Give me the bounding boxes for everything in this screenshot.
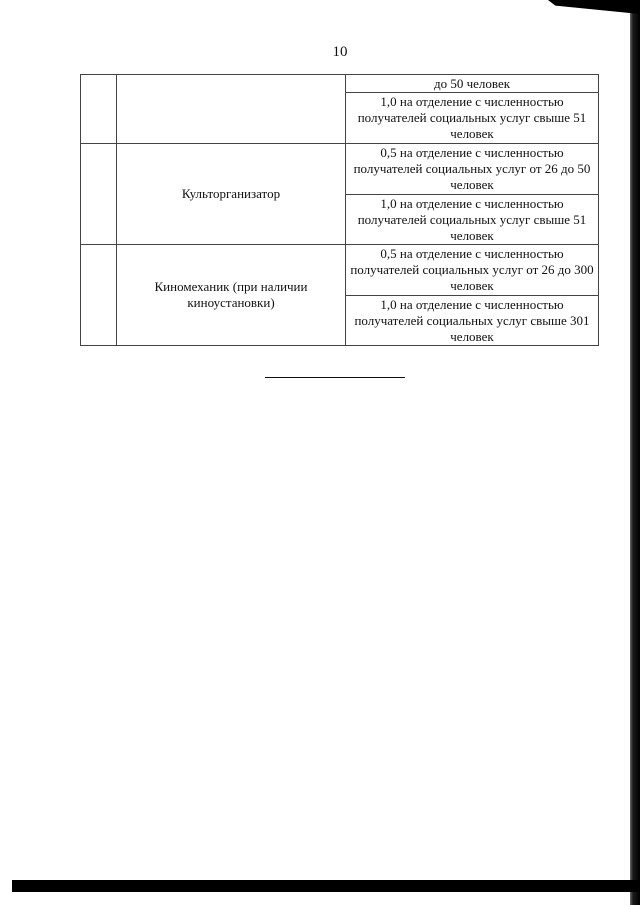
norm-cell: 1,0 на отделение с численностью получателей социальных услуг свыше 51 человек <box>346 195 599 245</box>
scan-right-edge <box>630 0 640 905</box>
scan-bottom-edge <box>12 880 640 892</box>
scan-corner-artifact <box>548 0 640 14</box>
norm-cell: до 50 человек <box>346 75 599 93</box>
position-cell <box>117 75 346 144</box>
table-row <box>81 245 599 296</box>
norm-cell: 1,0 на отделение с численностью получателей социальных услуг свыше 51 человек <box>346 93 599 144</box>
norm-cell: 1,0 на отделение с численностью получателей социальных услуг свыше 301 человек <box>346 296 599 346</box>
closing-rule <box>265 377 405 378</box>
page-number: 10 <box>332 44 348 60</box>
table-row <box>81 75 599 93</box>
number-cell <box>81 75 117 144</box>
norm-cell: 0,5 на отделение с численностью получателей социальных услуг от 26 до 300 человек <box>346 245 599 296</box>
norm-cell: 0,5 на отделение с численностью получателей социальных услуг от 26 до 50 человек <box>346 144 599 195</box>
position-cell: Культорганизатор <box>117 144 346 245</box>
table-row <box>81 144 599 195</box>
position-cell: Киномеханик (при наличии киноустановки) <box>117 245 346 346</box>
number-cell <box>81 144 117 245</box>
number-cell <box>81 245 117 346</box>
staffing-norms-table <box>80 74 599 346</box>
